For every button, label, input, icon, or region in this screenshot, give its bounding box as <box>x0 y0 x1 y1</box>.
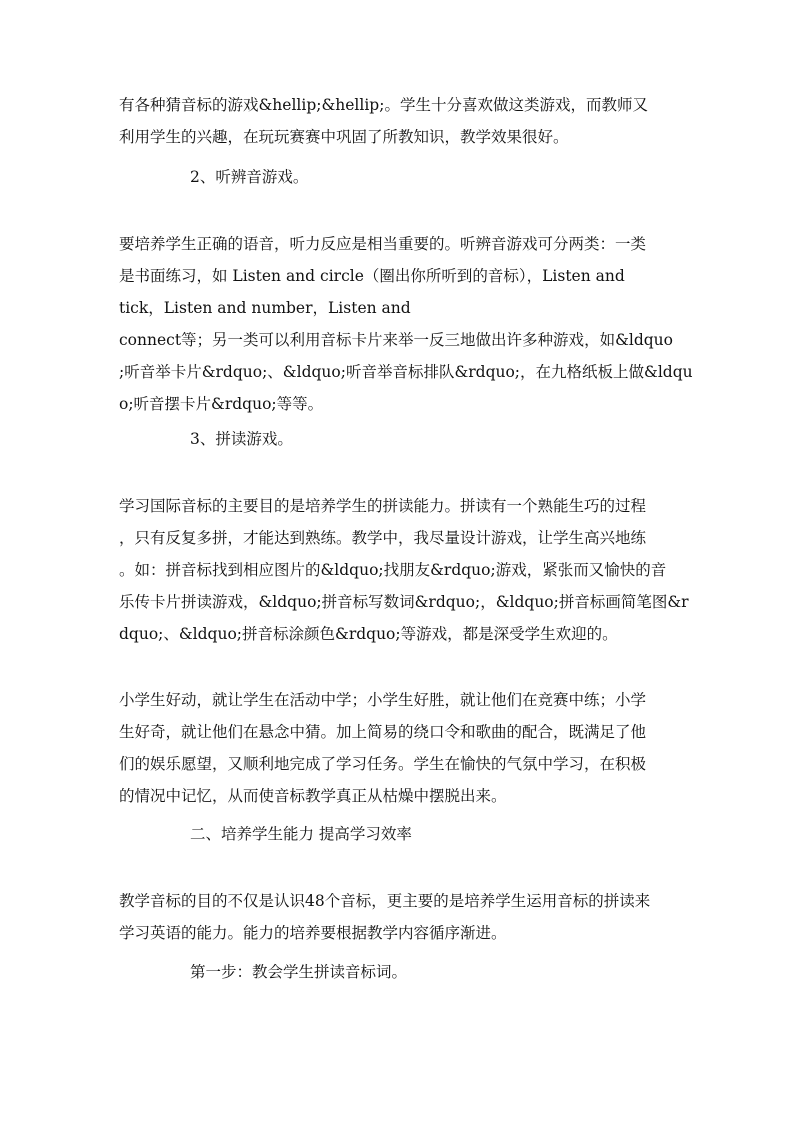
paragraph-line: 生好奇，就让他们在悬念中猜。加上简易的绕口令和歌曲的配合，既满足了他 <box>119 723 647 741</box>
paragraph-line: 。如：拼音标找到相应图片的&ldquo;找朋友&rdquo;游戏，紧张而又愉快的音 <box>119 561 667 579</box>
section-heading: 3、拼读游戏。 <box>190 430 293 448</box>
paragraph-line: ，只有反复多拼，才能达到熟练。教学中，我尽量设计游戏，让学生高兴地练 <box>119 529 647 547</box>
section-heading: 2、听辨音游戏。 <box>190 168 309 186</box>
paragraph-line: 有各种猜音标的游戏&hellip;&hellip;。学生十分喜欢做这类游戏，而教师又 <box>119 96 648 114</box>
paragraph-line: 们的娱乐愿望，又顺利地完成了学习任务。学生在愉快的气氛中学习，在积极 <box>119 755 647 773</box>
section-heading: 二、培养学生能力 提高学习效率 <box>190 825 412 843</box>
paragraph-line: 要培养学生正确的语音，听力反应是相当重要的。听辨音游戏可分两类：一类 <box>119 235 647 253</box>
paragraph-line: 学习国际音标的主要目的是培养学生的拼读能力。拼读有一个熟能生巧的过程 <box>119 497 647 515</box>
paragraph-line: 利用学生的兴趣，在玩玩赛赛中巩固了所教知识，教学效果很好。 <box>119 128 569 146</box>
paragraph-line: 是书面练习，如 Listen and circle（圈出你所听到的音标），Listen and <box>119 267 625 285</box>
paragraph-line: 教学音标的目的不仅是认识48个音标，更主要的是培养学生运用音标的拼读来 <box>119 892 651 910</box>
paragraph-line: o;听音摆卡片&rdquo;等等。 <box>119 395 324 413</box>
paragraph-line: 小学生好动，就让学生在活动中学；小学生好胜，就让他们在竞赛中练；小学 <box>119 691 647 709</box>
paragraph-line: tick，Listen and number，Listen and <box>119 299 411 317</box>
paragraph-line: dquo;、&ldquo;拼音标涂颜色&rdquo;等游戏，都是深受学生欢迎的。 <box>119 625 618 643</box>
paragraph-line: 的情况中记忆，从而使音标教学真正从枯燥中摆脱出来。 <box>119 787 507 805</box>
section-heading: 第一步：教会学生拼读音标词。 <box>190 963 408 981</box>
paragraph-line: 乐传卡片拼读游戏，&ldquo;拼音标写数词&rdquo;，&ldquo;拼音标画简笔图&r <box>119 593 689 611</box>
paragraph-line: connect等；另一类可以利用音标卡片来举一反三地做出许多种游戏，如&ldquo <box>119 331 673 349</box>
paragraph-line: 学习英语的能力。能力的培养要根据教学内容循序渐进。 <box>119 924 507 942</box>
paragraph-line: ;听音举卡片&rdquo;、&ldquo;听音举音标排队&rdquo;，在九格纸板上做&ldqu <box>119 363 693 381</box>
